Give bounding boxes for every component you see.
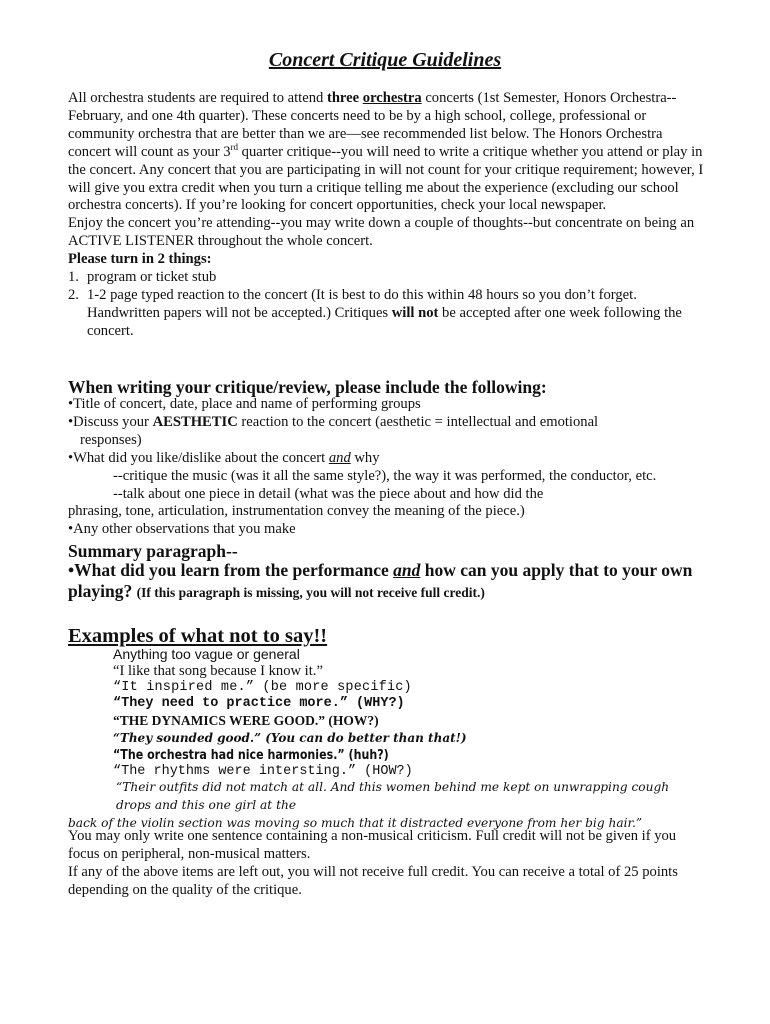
sub-list-item: --critique the music (was it all the same style?), the way it was performed, the conductor, etc. bbox=[113, 467, 657, 484]
list-item: •What did you like/dislike about the concert and why bbox=[68, 449, 380, 466]
list-item-text: program or ticket stub bbox=[87, 269, 217, 286]
turn-in-heading: Please turn in 2 things: bbox=[68, 251, 212, 268]
example-item bbox=[113, 747, 713, 764]
example-item-text: “The orchestra had nice harmonies.” (huh?) bbox=[113, 746, 389, 763]
intro-section bbox=[68, 90, 708, 341]
list-item bbox=[68, 269, 708, 287]
example-item: Anything too vague or general bbox=[113, 646, 300, 662]
list-number: 1. bbox=[68, 269, 79, 286]
section-heading-summary: Summary paragraph-- bbox=[68, 541, 238, 561]
emphasis-three: three bbox=[326, 90, 360, 106]
section-heading-writing: When writing your critique/review, please include the following: bbox=[68, 377, 547, 397]
emphasis-and: and bbox=[393, 560, 421, 580]
example-item-long: “Their outfits did not match at all. And this women behind me kept on unwrapping cough drops and this one girl at the back of the violin section was moving so much that it distracted everyone from her big hair.” bbox=[68, 780, 670, 830]
turn-in-list bbox=[68, 269, 708, 341]
list-item: •Title of concert, date, place and name of performing groups bbox=[68, 396, 421, 412]
emphasis-orchestra: orchestra bbox=[362, 90, 422, 106]
page-title: Concert Critique Guidelines bbox=[268, 49, 502, 71]
superscript-rd: rd bbox=[230, 141, 239, 152]
emphasis-will-not: will not bbox=[391, 304, 439, 321]
section-heading-examples: Examples of what not to say!! bbox=[68, 625, 328, 647]
active-listener-paragraph: Enjoy the concert you’re attending--you may write down a couple of thoughts--but concentrate on being an ACTIVE LISTENER throughout the whole concert. bbox=[68, 215, 695, 250]
summary-question: •What did you learn from the performance and how can you apply that to your own playing? (If this paragraph is missing, you will not receive full credit.) bbox=[68, 560, 693, 601]
closing-section bbox=[68, 828, 708, 900]
list-number: 2. bbox=[68, 286, 79, 303]
example-item: “It inspired me.” (be more specific) bbox=[113, 679, 412, 695]
emphasis-aesthetic: AESTHETIC bbox=[152, 413, 238, 430]
example-item: “I like that song because I know it.” bbox=[113, 662, 323, 679]
closing-paragraph: If any of the above items are left out, you will not receive full credit. You can receive a total of 25 points depending on the quality of the critique. bbox=[68, 863, 678, 898]
sub-list-item: --talk about one piece in detail (what was the piece about and how did the bbox=[113, 485, 544, 502]
emphasis-and: and bbox=[328, 449, 351, 466]
example-item: “They need to practice more.” (WHY?) bbox=[113, 696, 405, 712]
list-item-continuation: responses) bbox=[80, 431, 142, 448]
example-item: “They sounded good.” (You can do better than that!) bbox=[113, 730, 467, 745]
examples-list bbox=[113, 646, 713, 780]
list-item: •Discuss your AESTHETIC reaction to the concert (aesthetic = intellectual and emotional bbox=[68, 413, 599, 430]
intro-paragraph: All orchestra students are required to attend three orchestra concerts (1st Semester, Honors Orchestra--February, and one 4th quarter). These concerts need to be by a high school, college, professional or community orchestra that are better than we are—see recommended list below. The Honors Orchestra concert will count as your 3rd quarter critique--you will need to write a critique whether you attend or play in the concert. Any concert that you are participating in will not count for your critique requirement; however, I will give you extra credit when you turn a critique telling me about the experience (excluding our school orchestra concerts). If you’re looking for concert opportunities, check your local newspaper. bbox=[68, 90, 704, 214]
list-item: 2. 1-2 page typed reaction to the concert (It is best to do this within 48 hours so you don’t forget. Handwritten papers will not be accepted.) Critiques will not be accepted after one week following the concert. bbox=[68, 286, 682, 339]
summary-note: (If this paragraph is missing, you will not receive full credit.) bbox=[136, 585, 485, 600]
closing-paragraph: You may only write one sentence containing a non-musical criticism. Full credit will not be given if you focus on peripheral, non-musical matters. bbox=[68, 828, 677, 862]
sub-list-item-continuation: phrasing, tone, articulation, instrumentation convey the meaning of the piece.) bbox=[68, 503, 525, 520]
include-list bbox=[68, 396, 708, 539]
list-item: •Any other observations that you make bbox=[68, 521, 296, 538]
example-item: “The rhythms were intersting.” (HOW?) bbox=[113, 763, 413, 779]
example-item: “THE DYNAMICS WERE GOOD.” (HOW?) bbox=[113, 713, 379, 729]
